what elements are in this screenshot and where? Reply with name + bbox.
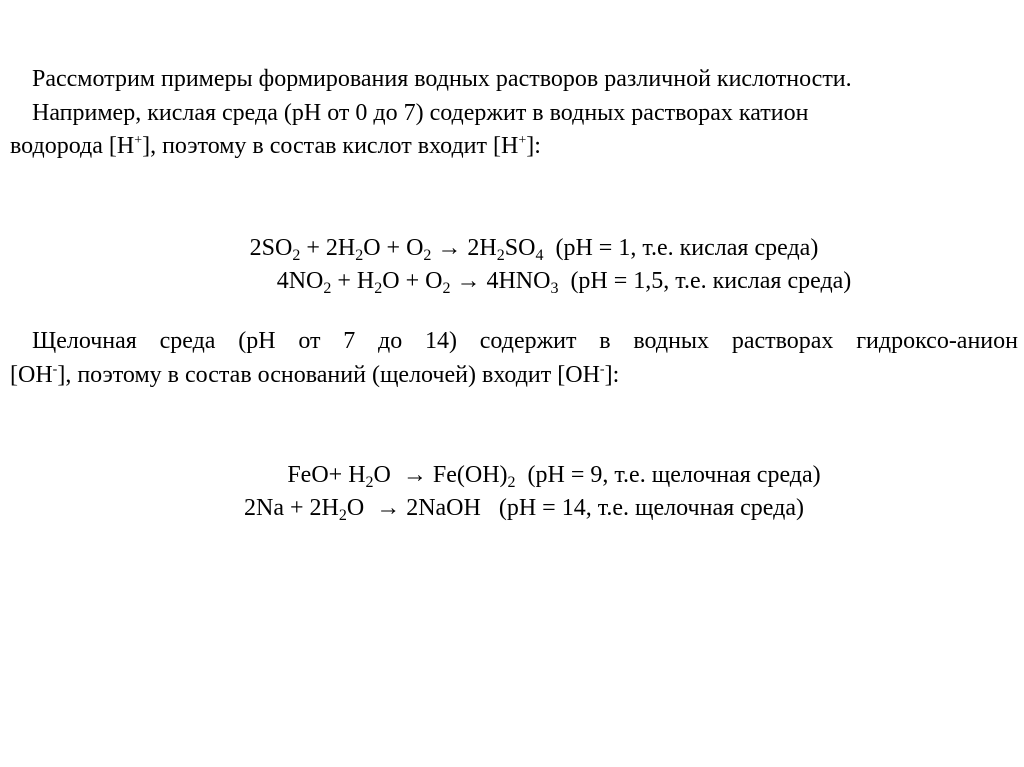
base-equation-2: $2Na + 2H_2O$ → 2NaOH (pH = 14, т.е. щелочная среда) [244, 495, 804, 524]
alkaline-line-1: Щелочная среда (pH от 7 до 14) содержит в водных растворах гидроксо-анион [32, 328, 1018, 354]
alkaline-line-2: [OH-], поэтому в состав оснований (щелочей) входит [OH-]: [10, 362, 620, 388]
base-equation-1: $FeO+ H_2O \to Fe(OH)_2$ (pH = 9, т.е. щелочная среда) [287, 462, 821, 491]
acid-equation-1: $2SO_2 + 2H_2O + O_2 \to 2H_2SO_4$ (pH = 1, т.е. кислая среда) [249, 235, 819, 264]
intro-line-3: водорода [H+], поэтому в состав кислот входит [H+]: [10, 133, 541, 159]
acid-equation-2: $4NO_2 + H_2O + O_2 \to 4HNO_3$ (pH = 1,5, т.е. кислая среда) [276, 268, 852, 297]
intro-line-2: Например, кислая среда (pH от 0 до 7) содержит в водных растворах катион [32, 100, 809, 126]
intro-line-1: Рассмотрим примеры формирования водных растворов различной кислотности. [32, 66, 852, 92]
